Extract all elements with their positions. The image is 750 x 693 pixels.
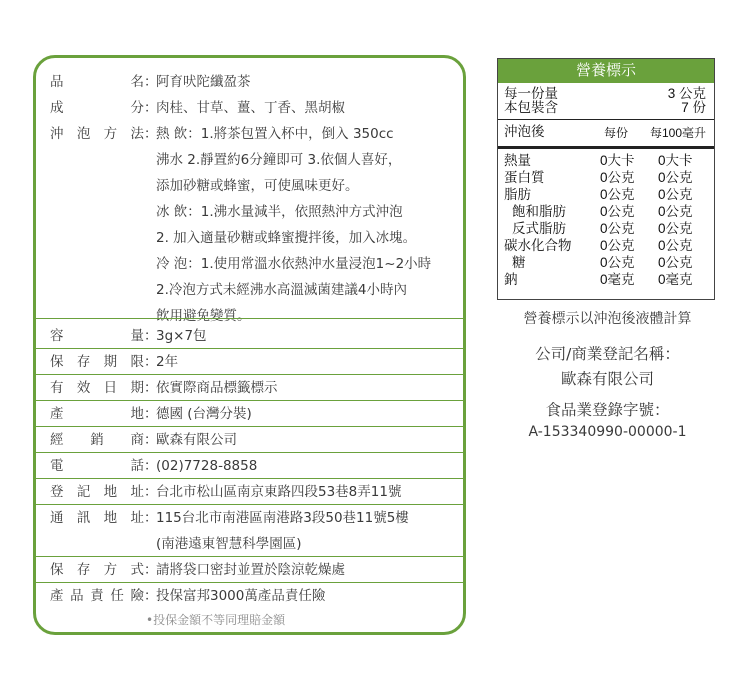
colon: ： (144, 588, 158, 604)
info-label: 沖 泡 方 法 (50, 126, 144, 142)
info-value: 熱 飲：1.將茶包置入杯中，倒入 350cc (156, 126, 394, 142)
nutrient-per-serving: 0公克 (600, 170, 635, 185)
nutrient-name: 蛋白質 (504, 170, 545, 185)
nutrient-per-serving: 0公克 (600, 221, 635, 236)
info-label: 經 銷 商 (50, 432, 144, 448)
serving-size-label: 每一份量 (504, 86, 558, 101)
brewing-line: 沸水 2.靜置約6分鐘即可 3.依個人喜好， (156, 152, 402, 168)
colon: ： (144, 458, 158, 474)
info-label: 電 話 (50, 458, 144, 474)
info-value: 2年 (156, 354, 179, 370)
nutrient-name: 反式脂肪 (512, 221, 566, 236)
info-value: 台北市松山區南京東路四段53巷8弄11號 (156, 484, 402, 500)
info-value: 歐森有限公司 (156, 432, 237, 448)
divider (36, 556, 463, 557)
nutrient-per-serving: 0公克 (600, 204, 635, 219)
nutrient-per-100ml: 0大卡 (658, 153, 693, 168)
info-label: 有 效 日 期 (50, 380, 144, 396)
colon: ： (144, 510, 158, 526)
table-rule (498, 119, 714, 120)
nutrition-footnote: 營養標示以沖泡後液體計算 (523, 311, 692, 327)
brewing-line: 2.冷泡方式未經沸水高溫滅菌建議4小時內 (156, 282, 407, 298)
nutrient-name: 飽和脂肪 (512, 204, 566, 219)
nutrition-table (497, 58, 715, 300)
nutrient-name: 糖 (512, 255, 526, 270)
colon: ： (144, 354, 158, 370)
divider (36, 400, 463, 401)
info-label: 產 地 (50, 406, 144, 422)
info-value: 3g×7包 (156, 328, 207, 344)
nutrient-per-100ml: 0公克 (658, 238, 693, 253)
info-value: 請將袋口密封並置於陰涼乾燥處 (156, 562, 345, 578)
brewing-line: 冷 泡：1.使用常溫水依熱沖水量浸泡1~2小時 (156, 256, 432, 272)
per-serving-header: 每份 (604, 126, 629, 140)
brewing-line: 2. 加入適量砂糖或蜂蜜攪拌後，加入冰塊。 (156, 230, 417, 246)
info-label: 品 名 (50, 74, 144, 90)
colon: ： (144, 328, 158, 344)
info-value: 115台北市南港區南港路3段50巷11號5樓 (156, 510, 409, 526)
divider (36, 452, 463, 453)
nutrient-name: 碳水化合物 (504, 238, 572, 253)
info-value: 肉桂、甘草、薑、丁香、黑胡椒 (156, 100, 345, 116)
info-label: 成 分 (50, 100, 144, 116)
product-info-panel (33, 55, 466, 635)
divider (36, 504, 463, 505)
nutrient-per-100ml: 0公克 (658, 170, 693, 185)
servings-per-package-value: 7 份 (681, 100, 706, 115)
nutrition-title: 營養標示 (498, 59, 714, 83)
brewing-line: 飲用避免變質。 (156, 308, 251, 324)
address-line: (南港遠東智慧科學園區) (156, 536, 302, 552)
info-label: 保 存 期 限 (50, 354, 144, 370)
colon: ： (144, 484, 158, 500)
serving-size-value: 3 公克 (667, 86, 706, 101)
food-registration-number: A-153340990-00000-1 (528, 424, 687, 440)
nutrient-per-100ml: 0公克 (658, 187, 693, 202)
nutrient-per-serving: 0公克 (600, 238, 635, 253)
brewing-line: 添加砂糖或蜂蜜，可使風味更好。 (156, 178, 359, 194)
company-name-label: 公司/商業登記名稱： (535, 345, 680, 363)
insurance-note: •投保金額不等同理賠金額 (146, 613, 286, 627)
divider (36, 374, 463, 375)
nutrient-name: 熱量 (504, 153, 531, 168)
info-value: 投保富邦3000萬產品責任險 (156, 588, 326, 604)
info-label: 通 訊 地 址 (50, 510, 144, 526)
info-value: 依實際商品標籤標示 (156, 380, 278, 396)
info-value: 德國 (台灣分裝) (156, 406, 252, 422)
info-label: 產 品 責 任 險 (50, 588, 144, 604)
divider (36, 478, 463, 479)
food-registration-label: 食品業登錄字號： (545, 401, 670, 419)
brewing-line: 冰 飲：1.沸水量減半，依照熱沖方式沖泡 (156, 204, 403, 220)
colon: ： (144, 432, 158, 448)
colon: ： (144, 406, 158, 422)
colon: ： (144, 380, 158, 396)
info-value: (02)7728-8858 (156, 458, 258, 474)
colon: ： (144, 74, 158, 90)
nutrient-per-100ml: 0毫克 (658, 272, 693, 287)
info-label: 保 存 方 式 (50, 562, 144, 578)
colon: ： (144, 126, 158, 142)
company-name: 歐森有限公司 (560, 370, 654, 388)
divider (36, 318, 463, 319)
info-value: 阿育吠陀纖盈茶 (156, 74, 251, 90)
nutrient-per-100ml: 0公克 (658, 255, 693, 270)
nutrient-name: 鈉 (504, 272, 518, 287)
colon: ： (144, 100, 158, 116)
colon: ： (144, 562, 158, 578)
nutrient-per-100ml: 0公克 (658, 204, 693, 219)
nutrient-per-serving: 0大卡 (600, 153, 635, 168)
divider (36, 348, 463, 349)
info-label: 登 記 地 址 (50, 484, 144, 500)
nutrient-per-100ml: 0公克 (658, 221, 693, 236)
servings-per-package-label: 本包裝含 (504, 100, 558, 115)
divider (36, 582, 463, 583)
table-rule (498, 146, 714, 149)
divider (36, 426, 463, 427)
nutrient-name: 脂肪 (504, 187, 531, 202)
per-100ml-header: 每100毫升 (650, 126, 707, 140)
info-label: 容 量 (50, 328, 144, 344)
nutrient-per-serving: 0公克 (600, 255, 635, 270)
nutrient-per-serving: 0毫克 (600, 272, 635, 287)
nutrient-per-serving: 0公克 (600, 187, 635, 202)
after-brew-label: 沖泡後 (504, 124, 545, 139)
